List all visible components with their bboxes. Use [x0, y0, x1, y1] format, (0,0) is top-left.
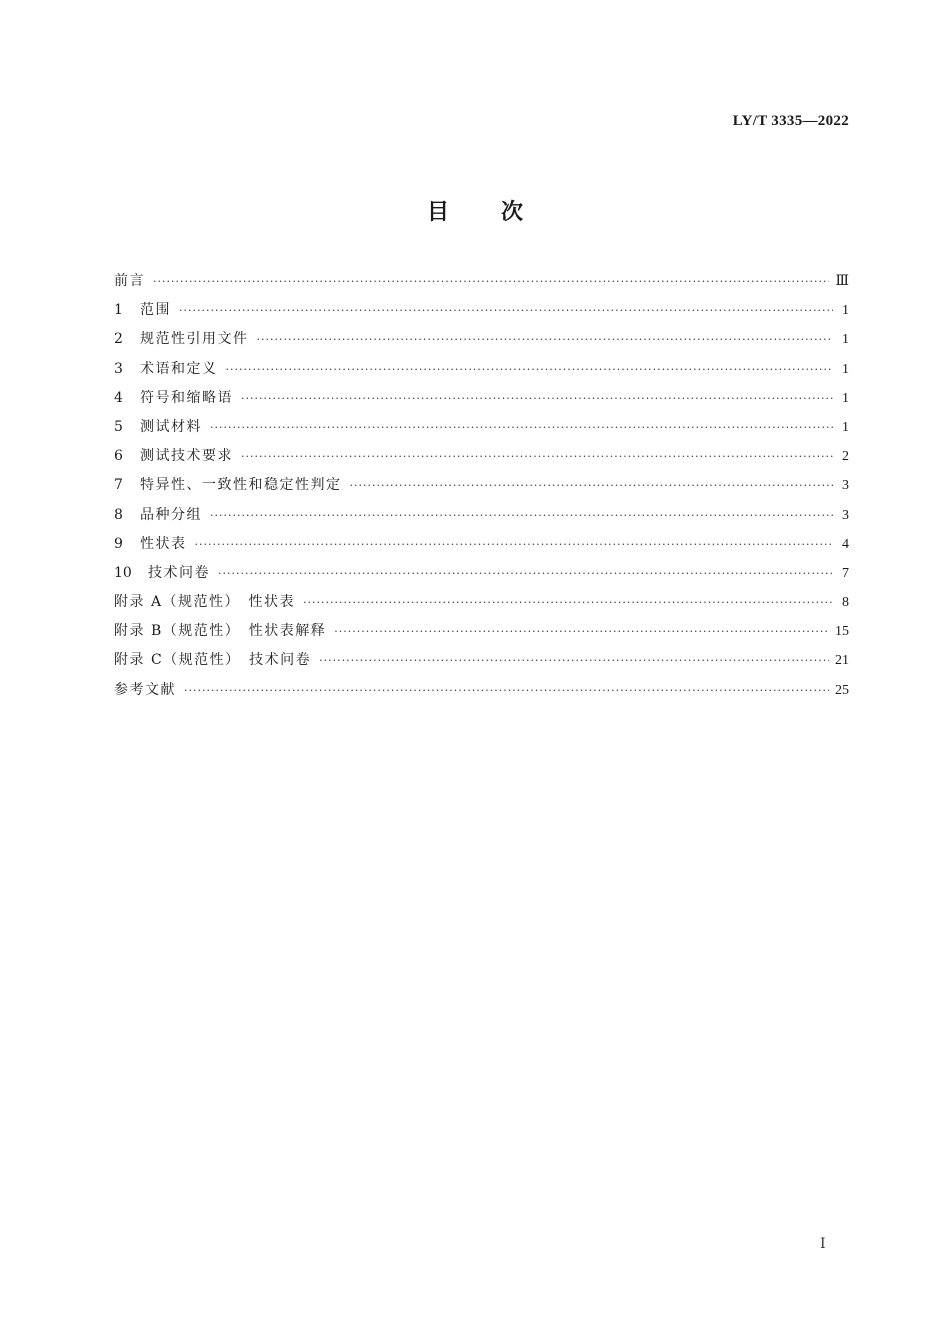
toc-entry-page: 1 [842, 361, 849, 377]
page-number: Ⅰ [820, 1237, 826, 1252]
toc-entry-page: 4 [842, 536, 849, 552]
toc-dot-leader [153, 275, 829, 288]
toc-dot-leader [210, 421, 833, 434]
toc-entry-1[interactable] [114, 299, 849, 328]
toc-entry-label: 附录 B（规范性） 性状表解释 [114, 623, 327, 640]
toc-entry-number: 4 [114, 389, 123, 406]
toc-entry-number: 2 [114, 331, 123, 348]
toc-dot-leader [319, 654, 829, 667]
toc-entry-page: Ⅲ [835, 274, 849, 289]
toc-entry-number: 7 [114, 477, 123, 494]
toc-dot-leader [350, 479, 834, 492]
toc-entry-page: 21 [835, 653, 849, 669]
toc-entry-page: 7 [842, 565, 849, 581]
toc-dot-leader [195, 538, 834, 551]
toc-entry-foreword[interactable] [114, 270, 849, 299]
toc-entry-page: 8 [842, 595, 849, 611]
toc-dot-leader [218, 567, 833, 580]
toc-entry-label: 术语和定义 [140, 360, 218, 377]
toc-entry-label: 品种分组 [140, 506, 202, 523]
standard-code: LY/T 3335—2022 [732, 113, 849, 129]
toc-entry-label: 符号和缩略语 [140, 389, 233, 406]
toc-entry-number: 3 [114, 360, 123, 377]
toc-entry-page: 3 [842, 507, 849, 523]
toc-entry-page: 3 [842, 478, 849, 494]
toc-entry-8[interactable] [114, 504, 849, 533]
toc-entry-2[interactable] [114, 328, 849, 357]
toc-entry-number: 9 [114, 535, 123, 552]
toc-entry-7[interactable] [114, 474, 849, 503]
toc-entry-label: 测试技术要求 [140, 448, 233, 465]
toc-entry-appendix-c[interactable] [114, 649, 849, 678]
toc-dot-leader [210, 509, 833, 522]
toc-entry-number: 8 [114, 506, 123, 523]
toc-dot-leader [257, 333, 834, 346]
toc-entry-label: 范围 [140, 302, 171, 319]
toc-dot-leader [334, 625, 829, 638]
toc-entry-label: 性状表 [140, 535, 187, 552]
toc-entry-9[interactable] [114, 533, 849, 562]
toc-list [114, 270, 849, 708]
toc-entry-10[interactable] [114, 562, 849, 591]
toc-entry-label: 技术问卷 [148, 564, 210, 581]
toc-entry-page: 25 [835, 682, 849, 698]
toc-entry-references[interactable] [114, 679, 849, 708]
toc-dot-leader [241, 450, 833, 463]
toc-entry-number: 1 [114, 302, 123, 319]
toc-entry-number: 10 [114, 564, 132, 581]
toc-dot-leader [184, 684, 829, 697]
toc-entry-appendix-a[interactable] [114, 591, 849, 620]
toc-entry-number: 6 [114, 448, 123, 465]
toc-dot-leader [179, 304, 833, 317]
toc-entry-5[interactable] [114, 416, 849, 445]
toc-entry-appendix-b[interactable] [114, 620, 849, 649]
toc-title: 目次 [426, 200, 575, 225]
toc-entry-label: 前言 [114, 273, 145, 289]
toc-dot-leader [303, 596, 833, 609]
toc-entry-page: 2 [842, 449, 849, 465]
toc-entry-label: 测试材料 [140, 418, 202, 435]
toc-entry-label: 附录 C（规范性） 技术问卷 [114, 652, 312, 669]
toc-entry-page: 1 [842, 303, 849, 319]
toc-dot-leader [226, 363, 834, 376]
toc-entry-label: 规范性引用文件 [140, 331, 249, 348]
toc-entry-6[interactable] [114, 445, 849, 474]
toc-entry-label: 参考文献 [114, 681, 176, 698]
toc-entry-page: 1 [842, 390, 849, 406]
toc-entry-page: 1 [842, 332, 849, 348]
toc-entry-page: 15 [835, 624, 849, 640]
toc-entry-4[interactable] [114, 387, 849, 416]
toc-entry-label: 特异性、一致性和稳定性判定 [140, 477, 342, 494]
toc-entry-page: 1 [842, 419, 849, 435]
toc-dot-leader [241, 392, 833, 405]
toc-entry-label: 附录 A（规范性） 性状表 [114, 594, 296, 611]
toc-entry-3[interactable] [114, 358, 849, 387]
toc-entry-number: 5 [114, 418, 123, 435]
